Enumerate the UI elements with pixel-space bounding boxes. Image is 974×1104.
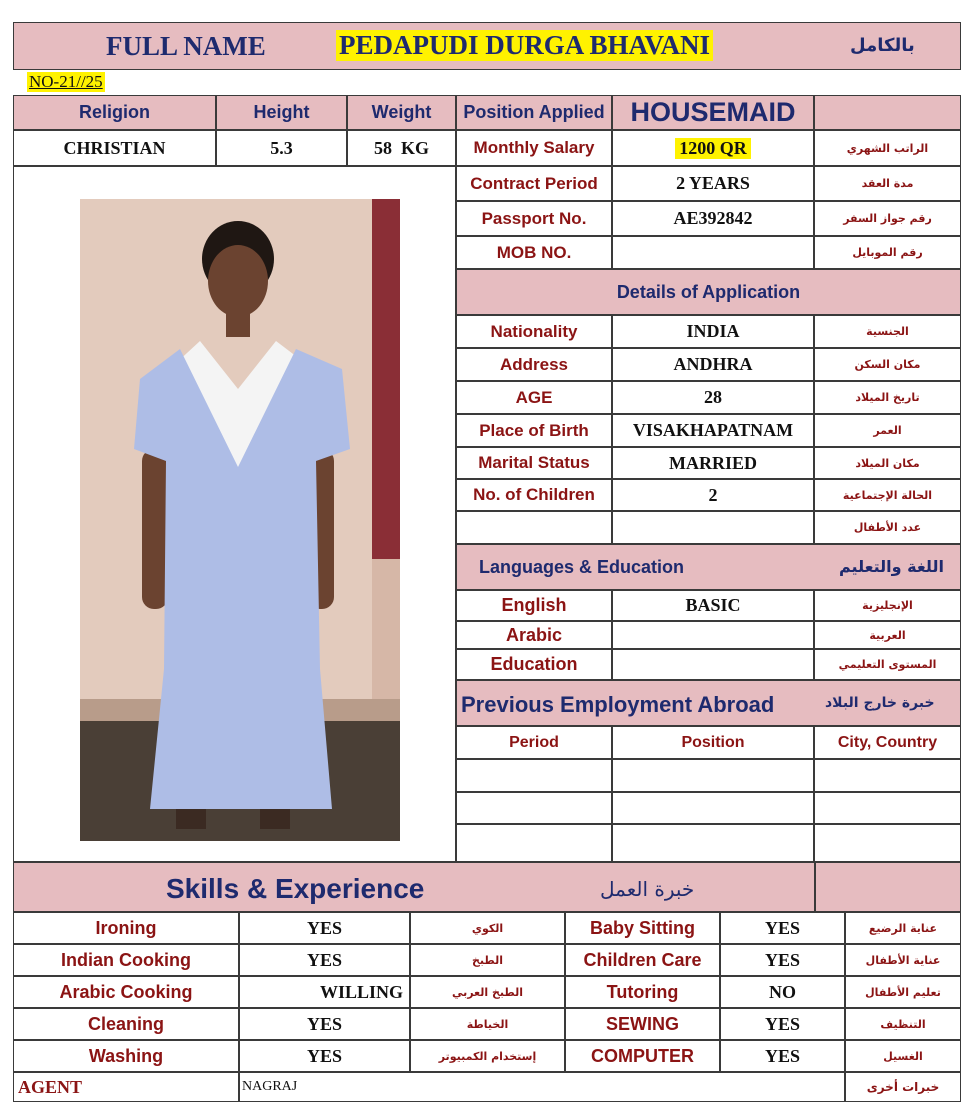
detail-arabic: مكان السكن: [814, 348, 961, 381]
detail-value: [612, 511, 814, 544]
languages-arabic: اللغة والتعليم: [839, 557, 944, 576]
detail-value: INDIA: [612, 315, 814, 348]
language-label: English: [456, 590, 612, 621]
employment-cell: [814, 792, 961, 824]
skill-arabic: إستخدام الكمبيوتر: [410, 1040, 565, 1072]
contract-value: [612, 236, 814, 269]
employment-cell: [456, 759, 612, 792]
detail-value: 28: [612, 381, 814, 414]
detail-arabic: مكان الميلاد: [814, 447, 961, 479]
skill-value: YES: [720, 944, 845, 976]
language-label: Arabic: [456, 621, 612, 649]
detail-arabic: الحالة الإجتماعية: [814, 479, 961, 511]
skill-arabic: الطبخ العربي: [410, 976, 565, 1008]
skill-label: Arabic Cooking: [13, 976, 239, 1008]
contract-arabic: رقم الموبايل: [814, 236, 961, 269]
skills-header: [13, 862, 815, 912]
detail-value: VISAKHAPATNAM: [612, 414, 814, 447]
agent-label: AGENT: [18, 1076, 83, 1097]
detail-label: Marital Status: [456, 447, 612, 479]
photo-frame: [13, 166, 456, 862]
skill-label: COMPUTER: [565, 1040, 720, 1072]
detail-label: Nationality: [456, 315, 612, 348]
salary-highlight: 1200 QR: [675, 138, 751, 159]
detail-value: 2: [612, 479, 814, 511]
detail-label: Address: [456, 348, 612, 381]
details-title: Details of Application: [456, 269, 961, 315]
detail-label: No. of Children: [456, 479, 612, 511]
employment-header: [456, 680, 961, 726]
language-arabic: الإنجليزية: [814, 590, 961, 621]
contract-arabic: مدة العقد: [814, 166, 961, 201]
employment-col-position: Position: [612, 726, 814, 759]
skill-arabic: الخياطة: [410, 1008, 565, 1040]
contract-label: Passport No.: [456, 201, 612, 236]
skill-value: YES: [239, 944, 410, 976]
skill-label: Cleaning: [13, 1008, 239, 1040]
contract-label: MOB NO.: [456, 236, 612, 269]
contract-label: Monthly Salary: [456, 130, 612, 166]
skills-header-end: [815, 862, 961, 912]
agent-value-cell: [239, 1072, 845, 1102]
employment-cell: [612, 824, 814, 862]
languages-title: Languages & Education: [479, 557, 685, 577]
religion-header: Religion: [13, 95, 216, 130]
detail-value: ANDHRA: [612, 348, 814, 381]
skill-label: Ironing: [13, 912, 239, 944]
detail-label: Place of Birth: [456, 414, 612, 447]
employment-col-city: City, Country: [814, 726, 961, 759]
skill-arabic: الطبخ: [410, 944, 565, 976]
contract-value: 2 YEARS: [612, 166, 814, 201]
position-arabic-cell: [814, 95, 961, 130]
employment-cell: [612, 759, 814, 792]
full-name-arabic: بالكامل: [850, 35, 915, 56]
skill-value: YES: [720, 1008, 845, 1040]
candidate-photo: [80, 199, 400, 841]
weight-value: 58 KG: [347, 130, 456, 166]
detail-arabic: عدد الأطفال: [814, 511, 961, 544]
language-arabic: العربية: [814, 621, 961, 649]
full-name-value: PEDAPUDI DURGA BHAVANI: [336, 30, 713, 61]
detail-value: MARRIED: [612, 447, 814, 479]
reference-number: NO-21//25: [29, 72, 103, 91]
contract-arabic: الراتب الشهري: [814, 130, 961, 166]
agent-label-cell: [13, 1072, 239, 1102]
skill-value: YES: [239, 1008, 410, 1040]
employment-cell: [814, 759, 961, 792]
skill-value: WILLING: [239, 976, 410, 1008]
contract-label: Contract Period: [456, 166, 612, 201]
agent-value: NAGRAJ: [242, 1079, 298, 1094]
contract-arabic: رقم جواز السفر: [814, 201, 961, 236]
skill-label: Children Care: [565, 944, 720, 976]
skill-value: YES: [239, 912, 410, 944]
skill-value: YES: [720, 1040, 845, 1072]
skill-arabic: عناية الرضيع: [845, 912, 961, 944]
skill-arabic: عناية الأطفال: [845, 944, 961, 976]
skill-label: Indian Cooking: [13, 944, 239, 976]
languages-header: [456, 544, 961, 590]
full-name-bar: [13, 22, 961, 70]
height-value: 5.3: [216, 130, 347, 166]
employment-title: Previous Employment Abroad: [461, 692, 775, 717]
employment-cell: [814, 824, 961, 862]
detail-arabic: العمر: [814, 414, 961, 447]
skill-arabic: الكوي: [410, 912, 565, 944]
height-header: Height: [216, 95, 347, 130]
language-value: [612, 621, 814, 649]
language-label: Education: [456, 649, 612, 680]
detail-label: [456, 511, 612, 544]
language-arabic: المستوى التعليمي: [814, 649, 961, 680]
detail-label: AGE: [456, 381, 612, 414]
contract-value: AE392842: [612, 201, 814, 236]
employment-cell: [612, 792, 814, 824]
skill-arabic: التنظيف: [845, 1008, 961, 1040]
employment-cell: [456, 792, 612, 824]
skill-label: Baby Sitting: [565, 912, 720, 944]
religion-value: CHRISTIAN: [13, 130, 216, 166]
weight-header: Weight: [347, 95, 456, 130]
position-applied-label: Position Applied: [456, 95, 612, 130]
skill-arabic: تعليم الأطفال: [845, 976, 961, 1008]
skills-arabic: خبرة العمل: [600, 877, 695, 901]
language-value: BASIC: [612, 590, 814, 621]
skill-value: YES: [720, 912, 845, 944]
agent-arabic: خبرات أخرى: [845, 1072, 961, 1102]
skill-label: Tutoring: [565, 976, 720, 1008]
skills-title: Skills & Experience: [166, 873, 425, 904]
skill-label: SEWING: [565, 1008, 720, 1040]
detail-arabic: تاريخ الميلاد: [814, 381, 961, 414]
employment-arabic: خبرة خارج البلاد: [825, 695, 935, 711]
skill-label: Washing: [13, 1040, 239, 1072]
skill-value: YES: [239, 1040, 410, 1072]
full-name-label: FULL NAME: [106, 31, 266, 61]
employment-col-period: Period: [456, 726, 612, 759]
language-value: [612, 649, 814, 680]
employment-cell: [456, 824, 612, 862]
detail-arabic: الجنسية: [814, 315, 961, 348]
position-applied-value: HOUSEMAID: [612, 95, 814, 130]
contract-value: [612, 130, 814, 166]
skill-arabic: الغسيل: [845, 1040, 961, 1072]
skill-value: NO: [720, 976, 845, 1008]
